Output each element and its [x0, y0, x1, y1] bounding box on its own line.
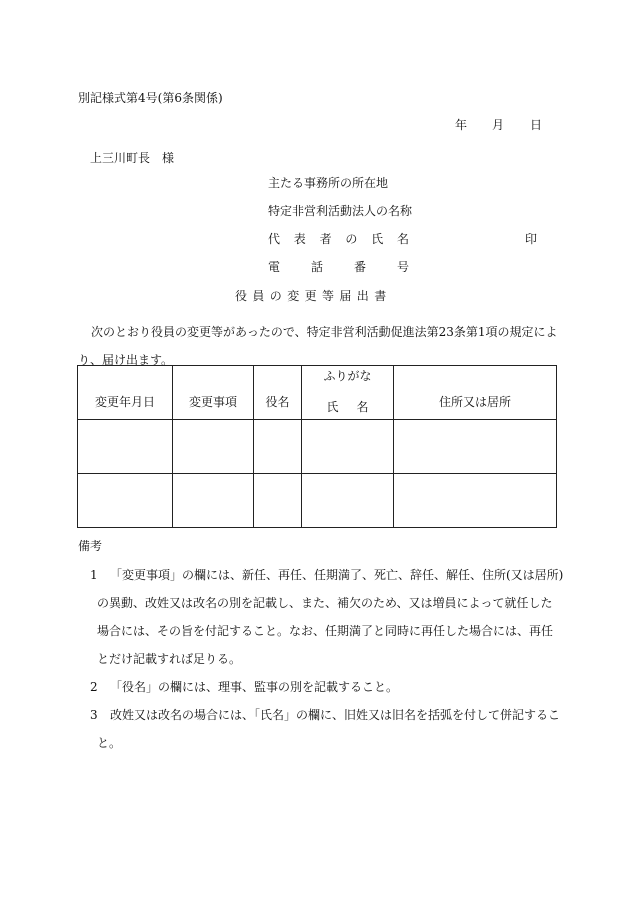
header-change-date: 変更年月日: [78, 366, 173, 420]
form-number: 別記様式第4号(第6条関係): [78, 91, 223, 105]
rep-char: 名: [396, 232, 409, 246]
rep-char: 者: [319, 232, 332, 246]
document-title: 役員の変更等届出書: [235, 289, 392, 303]
cell-change-date[interactable]: [78, 474, 173, 528]
note-line: 改姓又は改名の場合には、「氏名」の欄に、旧姓又は旧名を括弧を付して併記するこ: [110, 708, 561, 722]
cell-change-item[interactable]: [173, 474, 254, 528]
note-line: の異動、改姓又は改名の別を記載し、また、補欠のため、又は増員によって就任した: [97, 596, 553, 610]
cell-address[interactable]: [394, 420, 557, 474]
cell-name[interactable]: [302, 474, 394, 528]
seal-mark: 印: [525, 232, 538, 246]
header-furigana: ふりがな: [323, 368, 372, 383]
header-position: 役名: [254, 366, 302, 420]
cell-change-item[interactable]: [173, 420, 254, 474]
note-line: 場合には、その旨を付記すること。なお、任期満了と同時に再任した場合には、再任: [97, 624, 554, 638]
applicant-representative-label: [268, 233, 409, 245]
table-row: [78, 420, 557, 474]
table-header-row: [78, 366, 557, 420]
table-row: [78, 474, 557, 528]
note-line: 「役名」の欄には、理事、監事の別を記載すること。: [110, 680, 399, 694]
applicant-corp-name-label: 特定非営利活動法人の名称: [268, 204, 413, 218]
body-text: 次のとおり役員の変更等があったので、特定非営利活動促進法第23条第1項の規定により、届け出ます。: [78, 325, 558, 367]
note-line: 「変更事項」の欄には、新任、再任、任期満了、死亡、辞任、解任、住所(又は居所): [110, 568, 564, 582]
header-address: 住所又は居所: [394, 366, 557, 420]
phone-char: 話: [310, 260, 323, 274]
phone-char: 電: [268, 260, 281, 274]
note-number: 3: [90, 708, 98, 722]
header-name-chars: 氏 名: [326, 399, 369, 414]
note-number: 1: [90, 568, 98, 582]
date-day-label: 日: [530, 118, 543, 132]
applicant-address-label: 主たる事務所の所在地: [268, 176, 389, 190]
applicant-phone-label: [268, 261, 409, 273]
rep-char: 表: [293, 232, 306, 246]
phone-char: 番: [353, 260, 366, 274]
date-line: [455, 119, 542, 131]
date-year-label: 年: [455, 118, 468, 132]
rep-char: 氏: [371, 232, 384, 246]
officer-change-table: [77, 365, 557, 528]
cell-name[interactable]: [302, 420, 394, 474]
header-change-item: 変更事項: [173, 366, 254, 420]
rep-char: の: [345, 232, 358, 246]
note-line: と。: [97, 736, 122, 750]
header-name: [302, 366, 394, 420]
cell-address[interactable]: [394, 474, 557, 528]
phone-char: 号: [396, 260, 409, 274]
notes-heading: 備考: [78, 539, 103, 553]
cell-position[interactable]: [254, 420, 302, 474]
cell-position[interactable]: [254, 474, 302, 528]
note-line: とだけ記載すれば足りる。: [97, 652, 242, 666]
cell-change-date[interactable]: [78, 420, 173, 474]
date-month-label: 月: [492, 118, 505, 132]
note-number: 2: [90, 680, 98, 694]
rep-char: 代: [268, 232, 281, 246]
addressee: 上三川町長 様: [90, 151, 175, 165]
